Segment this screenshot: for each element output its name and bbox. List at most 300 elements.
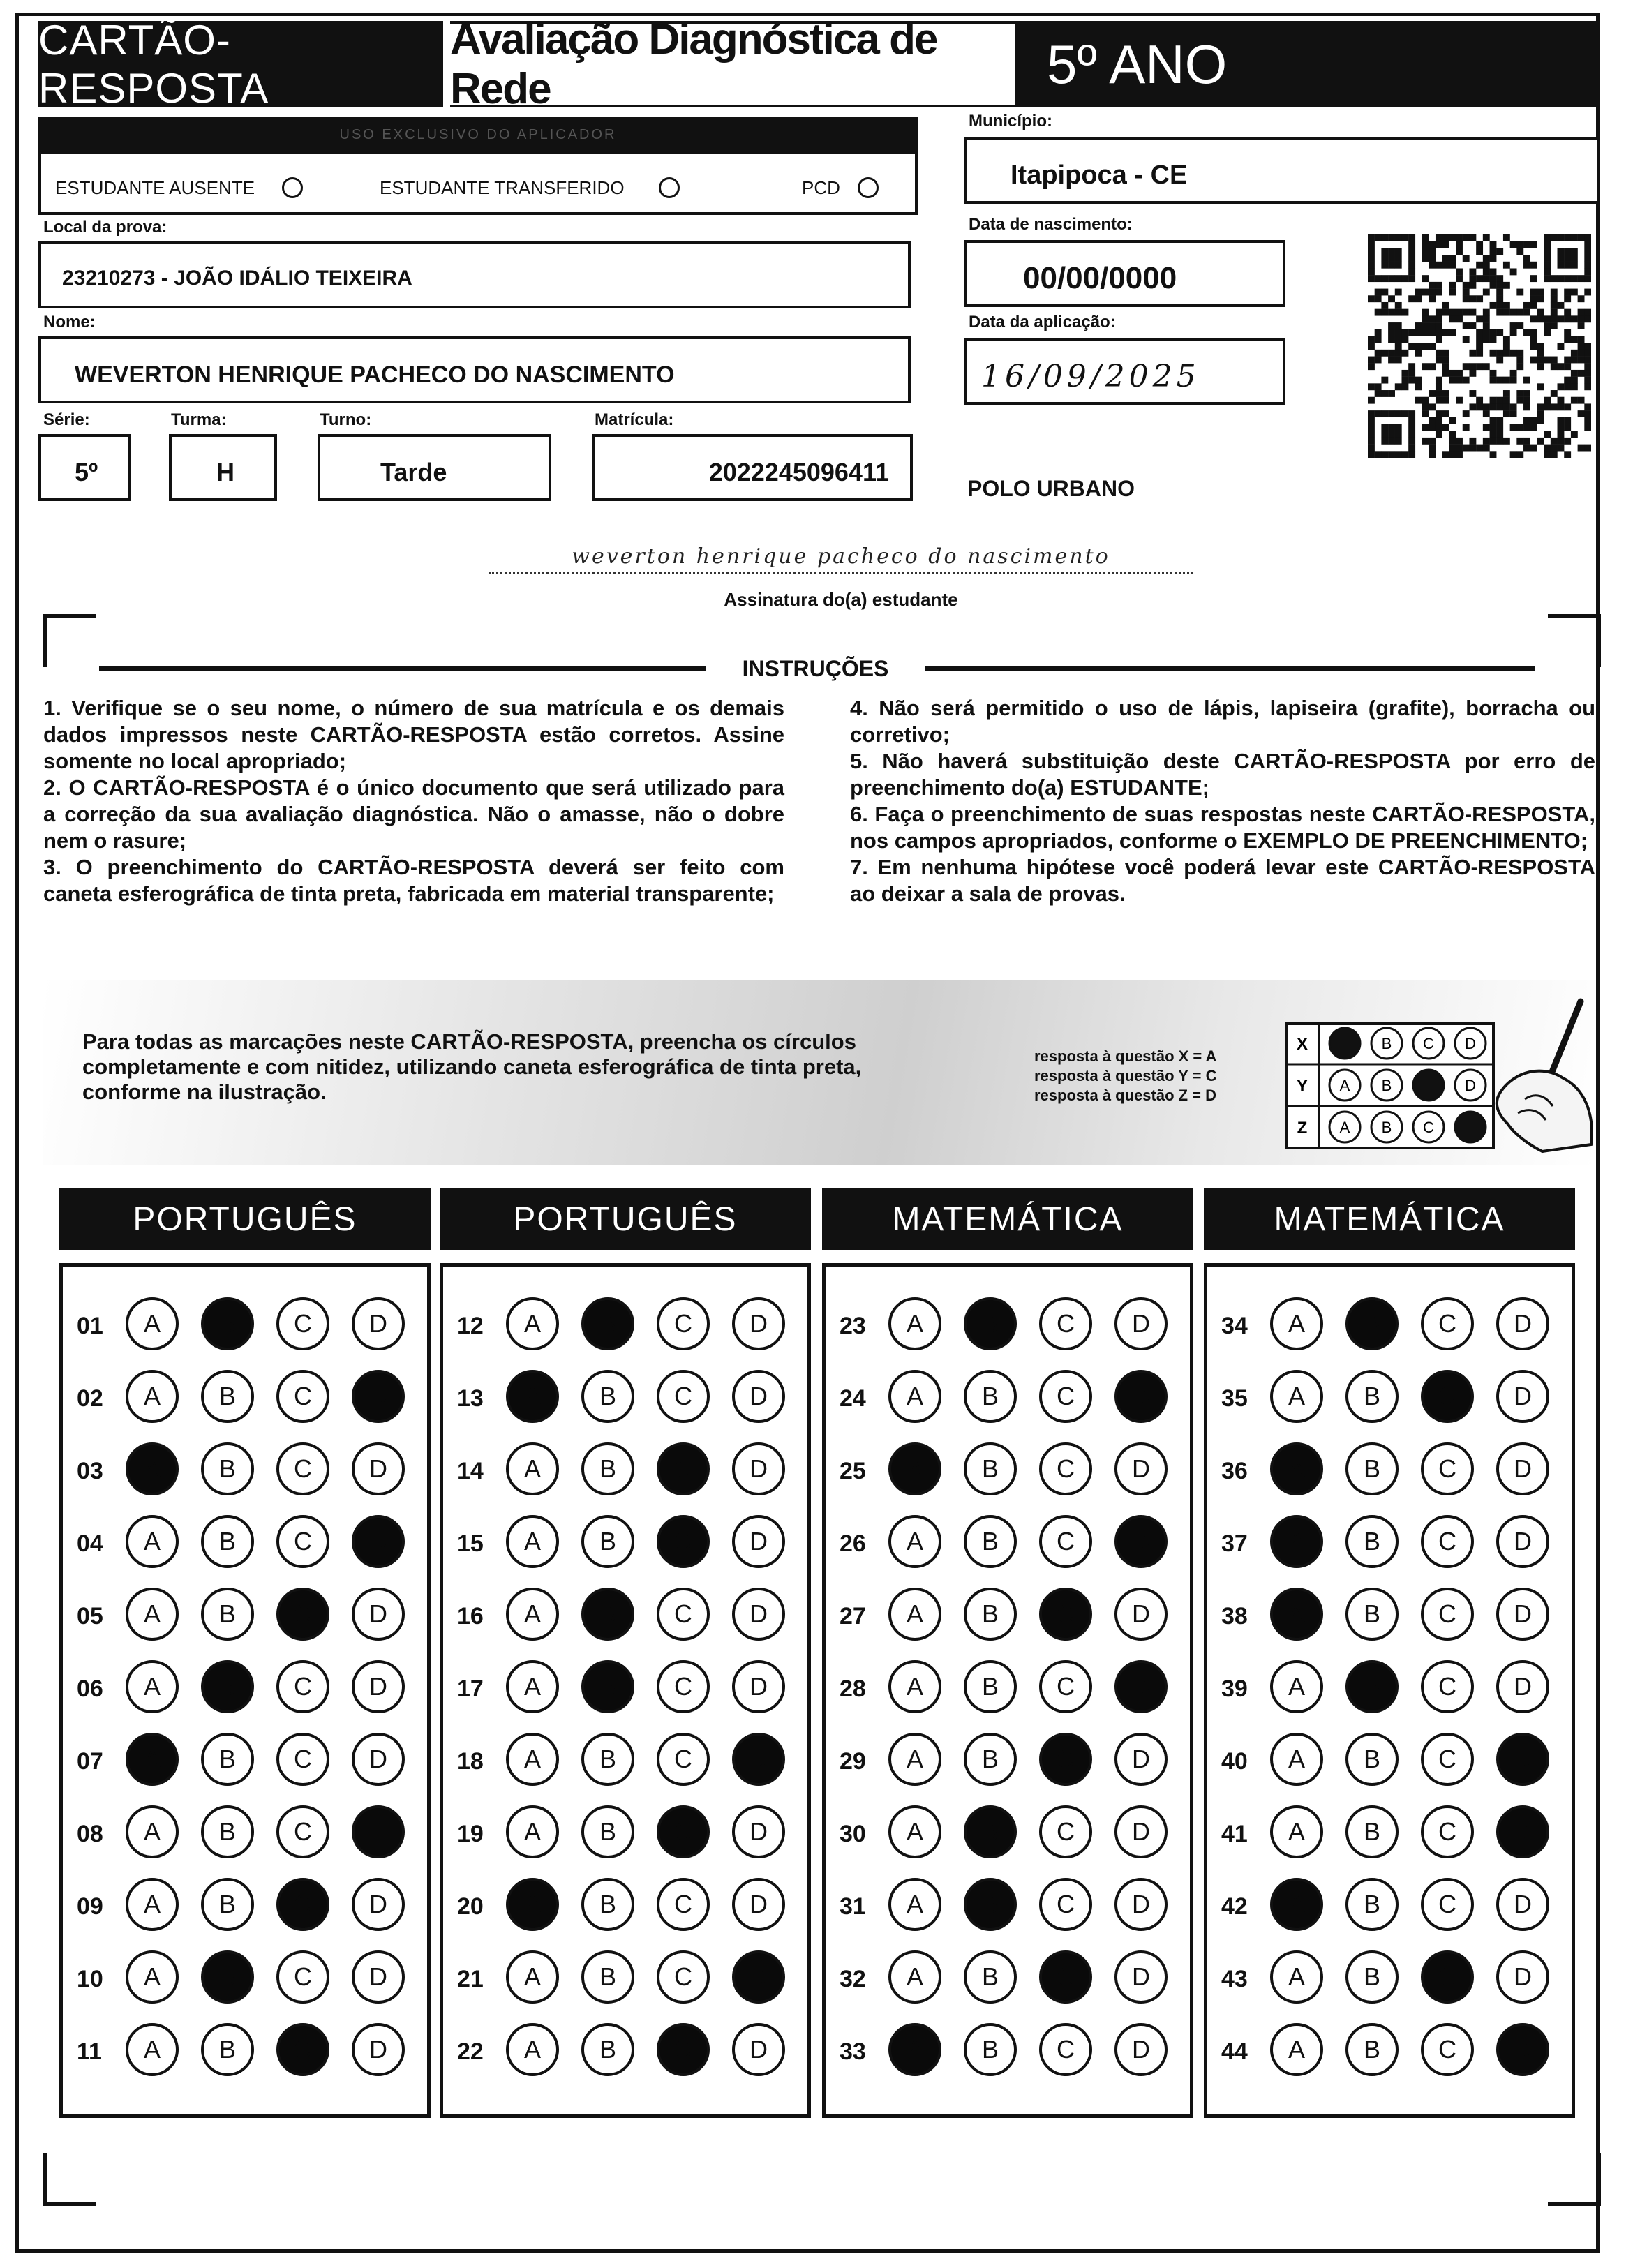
answer-bubble-b[interactable]: B	[964, 1588, 1017, 1641]
answer-bubble-a[interactable]: A	[888, 1878, 941, 1931]
answer-bubble-c[interactable]: C	[657, 1878, 710, 1931]
turma-field[interactable]	[169, 434, 277, 501]
answer-bubble-d[interactable]: D	[352, 1370, 405, 1423]
answer-bubble-b[interactable]: B	[581, 1370, 634, 1423]
answer-bubble-d[interactable]: D	[1114, 1660, 1168, 1713]
answer-bubble-d[interactable]: D	[352, 1297, 405, 1350]
answer-bubble-b[interactable]: B	[581, 2023, 634, 2076]
answer-bubble-d[interactable]: D	[732, 1515, 785, 1568]
answer-bubble-d[interactable]: D	[352, 1733, 405, 1786]
nome-label: Nome:	[43, 313, 96, 331]
answer-bubble-d[interactable]: D	[1496, 1370, 1549, 1423]
question-number: 44	[1221, 2038, 1248, 2065]
answer-bubble-c[interactable]: C	[1039, 1515, 1092, 1568]
question-row	[1207, 2019, 1572, 2082]
answer-bubble-d[interactable]: D	[1114, 1370, 1168, 1423]
answer-bubble-a[interactable]: A	[506, 1878, 559, 1931]
answer-bubble-b[interactable]: B	[581, 1950, 634, 2004]
question-number: 19	[457, 1821, 484, 1847]
answer-bubble-d[interactable]: D	[1496, 1950, 1549, 2004]
question-row	[1207, 1511, 1572, 1574]
answer-bubble-a[interactable]: A	[506, 1660, 559, 1713]
answer-bubble-c[interactable]: C	[1421, 1297, 1474, 1350]
answer-bubble-a[interactable]: A	[126, 1660, 179, 1713]
question-row	[443, 1801, 807, 1864]
answer-bubble-d[interactable]: D	[352, 1950, 405, 2004]
answer-bubble-b[interactable]: B	[964, 1805, 1017, 1858]
answer-bubble-c[interactable]: C	[276, 1588, 329, 1641]
answer-bubble-b[interactable]: B	[1345, 1515, 1399, 1568]
answer-column	[1204, 1263, 1575, 2118]
answer-bubble-c[interactable]: C	[657, 1442, 710, 1495]
question-row	[1207, 1366, 1572, 1428]
question-row	[443, 1293, 807, 1356]
answer-bubble-b[interactable]: B	[581, 1805, 634, 1858]
question-number: 12	[457, 1313, 484, 1339]
answer-bubble-b[interactable]: B	[581, 1660, 634, 1713]
municipio-label: Município:	[969, 112, 1052, 130]
answer-bubble-c[interactable]: C	[1039, 1442, 1092, 1495]
answer-bubble-a[interactable]: A	[888, 1442, 941, 1495]
question-number: 17	[457, 1676, 484, 1702]
answer-bubble-b[interactable]: B	[201, 1950, 254, 2004]
answer-bubble-a[interactable]: A	[506, 1950, 559, 2004]
instructions-right	[850, 695, 1595, 907]
pcd-label: PCD	[802, 177, 840, 198]
answer-bubble-a[interactable]: A	[1270, 1297, 1323, 1350]
question-number: 20	[457, 1893, 484, 1920]
question-number: 11	[77, 2038, 102, 2065]
answer-bubble-c[interactable]: C	[276, 1733, 329, 1786]
question-row	[826, 1293, 1190, 1356]
answer-bubble-a[interactable]: A	[506, 1370, 559, 1423]
answer-bubble-d[interactable]: D	[1114, 1805, 1168, 1858]
corner-top-left	[43, 614, 96, 667]
question-number: 06	[77, 1676, 103, 1702]
answer-bubble-c[interactable]: C	[276, 1297, 329, 1350]
answer-bubble-b[interactable]: B	[581, 1515, 634, 1568]
answer-bubble-c[interactable]: C	[657, 1370, 710, 1423]
answer-bubble-c[interactable]: C	[1039, 1660, 1092, 1713]
answer-bubble-d[interactable]: D	[1496, 1297, 1549, 1350]
instruction-item: 1. Verifique se o seu nome, o número de sua matrícula e os demais dados impressos neste CARTÃO-RESPOSTA estão corretos. Assine somente no local apropriado;	[43, 696, 784, 773]
question-number: 41	[1221, 1821, 1248, 1847]
answer-bubble-a[interactable]: A	[1270, 1878, 1323, 1931]
example-text: Para todas as marcações neste CARTÃO-RESPOSTA, preencha os círculos completamente e com nitidez, utilizando caneta esferográfica de tinta preta, conforme na ilustração.	[82, 1029, 862, 1104]
answer-bubble-c[interactable]: C	[1039, 1805, 1092, 1858]
question-row	[63, 1801, 427, 1864]
applicator-bar	[38, 117, 918, 152]
answer-bubble-b[interactable]: B	[1345, 1878, 1399, 1931]
answer-bubble-c[interactable]: C	[1039, 1588, 1092, 1641]
answer-bubble-d[interactable]: D	[1114, 1442, 1168, 1495]
question-row	[826, 1366, 1190, 1428]
answer-bubble-d[interactable]: D	[352, 2023, 405, 2076]
turma-value: H	[216, 458, 234, 486]
answer-bubble-a[interactable]: A	[126, 2023, 179, 2076]
answer-bubble-c[interactable]: C	[1421, 1660, 1474, 1713]
answer-bubble-d[interactable]: D	[732, 1805, 785, 1858]
example-row-label: Z	[1297, 1119, 1308, 1137]
answer-bubble-a[interactable]: A	[1270, 1805, 1323, 1858]
instructions-title: INSTRUÇÕES	[742, 656, 889, 681]
legend-y: resposta à questão Y = C	[1034, 1067, 1217, 1084]
question-number: 01	[77, 1313, 103, 1339]
answer-bubble-a[interactable]: A	[1270, 1588, 1323, 1641]
answer-bubble-a[interactable]: A	[888, 2023, 941, 2076]
polo-label: POLO URBANO	[967, 476, 1135, 501]
answer-bubble-d[interactable]: D	[352, 1878, 405, 1931]
question-number: 42	[1221, 1893, 1248, 1920]
question-number: 38	[1221, 1603, 1248, 1629]
answer-bubble-d[interactable]: D	[732, 1733, 785, 1786]
answer-bubble-a[interactable]: A	[1270, 1442, 1323, 1495]
absent-label: ESTUDANTE AUSENTE	[55, 177, 255, 198]
instruction-item: 4. Não será permitido o uso de lápis, lapiseira (grafite), borracha ou corretivo;	[850, 696, 1595, 747]
answer-bubble-a[interactable]: A	[888, 1588, 941, 1641]
applicator-faint-text: USO EXCLUSIVO DO APLICADOR	[339, 126, 617, 142]
answer-bubble-a[interactable]: A	[1270, 1733, 1323, 1786]
answer-bubble-d[interactable]: D	[1114, 1950, 1168, 2004]
answer-bubble-d[interactable]: D	[352, 1588, 405, 1641]
answer-bubble-b[interactable]: B	[1345, 1660, 1399, 1713]
birth-label: Data de nascimento:	[969, 215, 1133, 234]
answer-bubble-d[interactable]: D	[1496, 1733, 1549, 1786]
answer-bubble-c[interactable]: C	[276, 1950, 329, 2004]
question-number: 36	[1221, 1458, 1248, 1484]
question-row	[1207, 1438, 1572, 1501]
answer-bubble-b[interactable]: B	[581, 1442, 634, 1495]
answer-bubble-c[interactable]: C	[276, 1370, 329, 1423]
question-row	[63, 1293, 427, 1356]
answer-bubble-a[interactable]: A	[126, 1588, 179, 1641]
answer-bubble-b[interactable]: B	[201, 1515, 254, 1568]
subject-header: PORTUGUÊS	[59, 1188, 431, 1250]
answer-bubble-c[interactable]: C	[1421, 1515, 1474, 1568]
signature-handwriting: weverton henrique pacheco do nascimento	[572, 544, 1110, 569]
answer-bubble-d[interactable]: D	[732, 1588, 785, 1641]
answer-bubble-d[interactable]: D	[1114, 2023, 1168, 2076]
answer-bubble-a[interactable]: A	[1270, 1950, 1323, 2004]
answer-bubble-c[interactable]: C	[1421, 1733, 1474, 1786]
municipio-field[interactable]	[964, 137, 1600, 204]
answer-bubble-b[interactable]: B	[581, 1733, 634, 1786]
answer-bubble-c[interactable]: C	[1421, 1370, 1474, 1423]
answer-bubble-d[interactable]: D	[352, 1660, 405, 1713]
answer-bubble-c[interactable]: C	[1039, 1733, 1092, 1786]
question-row	[443, 1656, 807, 1719]
answer-bubble-b[interactable]: B	[581, 1878, 634, 1931]
answer-bubble-a[interactable]: A	[888, 1660, 941, 1713]
answer-bubble-b[interactable]: B	[1345, 1370, 1399, 1423]
question-number: 25	[840, 1458, 866, 1484]
answer-bubble-b[interactable]: B	[1345, 1588, 1399, 1641]
nome-field[interactable]	[38, 336, 911, 403]
answer-bubble-a[interactable]: A	[506, 2023, 559, 2076]
answer-bubble-d[interactable]: D	[1114, 1733, 1168, 1786]
question-row	[63, 1438, 427, 1501]
question-row	[826, 1438, 1190, 1501]
answer-bubble-b[interactable]: B	[1345, 1297, 1399, 1350]
example-bubble-letter: B	[1381, 1035, 1392, 1052]
answer-bubble-d[interactable]: D	[1496, 1588, 1549, 1641]
answer-bubble-a[interactable]: A	[888, 1515, 941, 1568]
instruction-item: 7. Em nenhuma hipótese você poderá levar este CARTÃO-RESPOSTA ao deixar a sala de provas.	[850, 855, 1595, 906]
answer-bubble-a[interactable]: A	[126, 1805, 179, 1858]
answer-bubble-c[interactable]: C	[1039, 2023, 1092, 2076]
answer-bubble-b[interactable]: B	[964, 1442, 1017, 1495]
answer-bubble-b[interactable]: B	[964, 1733, 1017, 1786]
answer-bubble-b[interactable]: B	[964, 1878, 1017, 1931]
answer-bubble-c[interactable]: C	[657, 1297, 710, 1350]
answer-bubble-c[interactable]: C	[1421, 1950, 1474, 2004]
signature-caption: Assinatura do(a) estudante	[724, 589, 958, 610]
pcd-bubble[interactable]	[858, 177, 879, 198]
answer-bubble-d[interactable]: D	[352, 1805, 405, 1858]
example-bubble-letter: D	[1465, 1077, 1476, 1094]
answer-bubble-c[interactable]: C	[276, 1878, 329, 1931]
answer-bubble-b[interactable]: B	[201, 1442, 254, 1495]
question-row	[826, 1801, 1190, 1864]
answer-bubble-c[interactable]: C	[1421, 1588, 1474, 1641]
answer-bubble-b[interactable]: B	[964, 2023, 1017, 2076]
aplicacao-field[interactable]	[964, 338, 1285, 405]
answer-bubble-b[interactable]: B	[201, 1297, 254, 1350]
corner-bottom-left	[43, 2153, 96, 2206]
matricula-field[interactable]	[592, 434, 913, 501]
question-row	[443, 1874, 807, 1937]
answer-bubble-c[interactable]: C	[1039, 1950, 1092, 2004]
answer-bubble-c[interactable]: C	[1421, 1878, 1474, 1931]
answer-bubble-d[interactable]: D	[732, 2023, 785, 2076]
answer-bubble-d[interactable]: D	[352, 1515, 405, 1568]
answer-bubble-d[interactable]: D	[732, 1442, 785, 1495]
question-number: 02	[77, 1385, 103, 1412]
qr-code-icon	[1368, 234, 1591, 458]
question-row	[63, 1583, 427, 1646]
local-value: 23210273 - JOÃO IDÁLIO TEIXEIRA	[62, 267, 412, 290]
answer-bubble-a[interactable]: A	[1270, 1515, 1323, 1568]
answer-bubble-a[interactable]: A	[126, 1442, 179, 1495]
example-bubble-letter: A	[1339, 1119, 1350, 1136]
answer-bubble-a[interactable]: A	[888, 1733, 941, 1786]
answer-bubble-b[interactable]: B	[201, 1878, 254, 1931]
aplicacao-label: Data da aplicação:	[969, 313, 1116, 331]
answer-bubble-d[interactable]: D	[1114, 1515, 1168, 1568]
instruction-item: 3. O preenchimento do CARTÃO-RESPOSTA deverá ser feito com caneta esferográfica de tinta preta, fabricada em material transparente;	[43, 855, 784, 906]
absent-bubble[interactable]	[282, 177, 303, 198]
answer-bubble-d[interactable]: D	[1114, 1297, 1168, 1350]
question-number: 05	[77, 1603, 103, 1629]
answer-bubble-b[interactable]: B	[1345, 2023, 1399, 2076]
answer-bubble-b[interactable]: B	[1345, 1950, 1399, 2004]
birth-value: 00/00/0000	[1023, 261, 1177, 295]
answer-bubble-a[interactable]: A	[506, 1588, 559, 1641]
answer-bubble-c[interactable]: C	[276, 1442, 329, 1495]
answer-bubble-a[interactable]: A	[506, 1442, 559, 1495]
answer-bubble-a[interactable]: A	[1270, 2023, 1323, 2076]
question-row	[826, 1729, 1190, 1791]
card-label-box	[38, 17, 443, 112]
question-row	[1207, 1729, 1572, 1791]
answer-bubble-d[interactable]: D	[732, 1370, 785, 1423]
turno-value: Tarde	[380, 458, 447, 486]
answer-bubble-d[interactable]: D	[1496, 1805, 1549, 1858]
answer-bubble-c[interactable]: C	[657, 2023, 710, 2076]
answer-bubble-b[interactable]: B	[581, 1297, 634, 1350]
signature-line	[489, 572, 1193, 574]
question-number: 37	[1221, 1530, 1248, 1557]
answer-bubble-d[interactable]: D	[732, 1297, 785, 1350]
answer-bubble-c[interactable]: C	[657, 1733, 710, 1786]
question-number: 07	[77, 1748, 103, 1775]
answer-bubble-b[interactable]: B	[201, 1370, 254, 1423]
question-number: 27	[840, 1603, 866, 1629]
answer-bubble-a[interactable]: A	[888, 1805, 941, 1858]
answer-bubble-b[interactable]: B	[1345, 1805, 1399, 1858]
answer-bubble-d[interactable]: D	[1496, 1515, 1549, 1568]
answer-bubble-d[interactable]: D	[1496, 2023, 1549, 2076]
question-row	[63, 2019, 427, 2082]
question-number: 39	[1221, 1676, 1248, 1702]
answer-bubble-b[interactable]: B	[964, 1660, 1017, 1713]
grade-title: 5º ANO	[1047, 33, 1228, 95]
answer-bubble-a[interactable]: A	[126, 1733, 179, 1786]
question-row	[63, 1511, 427, 1574]
question-number: 31	[840, 1893, 866, 1920]
answer-bubble-a[interactable]: A	[888, 1370, 941, 1423]
answer-bubble-d[interactable]: D	[1496, 1442, 1549, 1495]
subject-header: MATEMÁTICA	[822, 1188, 1193, 1250]
question-number: 09	[77, 1893, 103, 1920]
answer-bubble-b[interactable]: B	[201, 1588, 254, 1641]
question-number: 23	[840, 1313, 866, 1339]
answer-bubble-d[interactable]: D	[732, 1878, 785, 1931]
question-number: 32	[840, 1966, 866, 1992]
matricula-label: Matrícula:	[595, 410, 674, 429]
transferred-bubble[interactable]	[659, 177, 680, 198]
question-row	[443, 1729, 807, 1791]
answer-bubble-a[interactable]: A	[1270, 1370, 1323, 1423]
question-row	[1207, 1946, 1572, 2009]
question-row	[63, 1366, 427, 1428]
answer-bubble-d[interactable]: D	[732, 1660, 785, 1713]
answer-bubble-a[interactable]: A	[126, 1297, 179, 1350]
serie-value: 5º	[75, 458, 98, 486]
corner-bottom-right	[1548, 2153, 1601, 2206]
hand-pen-icon	[1459, 994, 1598, 1155]
question-row	[1207, 1293, 1572, 1356]
answer-bubble-a[interactable]: A	[126, 1370, 179, 1423]
answer-bubble-b[interactable]: B	[1345, 1733, 1399, 1786]
answer-bubble-c[interactable]: C	[1421, 1442, 1474, 1495]
answer-bubble-d[interactable]: D	[1496, 1878, 1549, 1931]
question-number: 15	[457, 1530, 484, 1557]
serie-field[interactable]	[38, 434, 131, 501]
answer-bubble-d[interactable]: D	[352, 1442, 405, 1495]
question-row	[63, 1656, 427, 1719]
answer-bubble-c[interactable]: C	[657, 1515, 710, 1568]
answer-bubble-a[interactable]: A	[126, 1878, 179, 1931]
local-field[interactable]	[38, 241, 911, 308]
answer-bubble-b[interactable]: B	[201, 1805, 254, 1858]
answer-bubble-b[interactable]: B	[964, 1950, 1017, 2004]
question-row	[826, 1583, 1190, 1646]
answer-bubble-c[interactable]: C	[276, 2023, 329, 2076]
question-number: 16	[457, 1603, 484, 1629]
birth-field[interactable]	[964, 240, 1285, 307]
answer-bubble-b[interactable]: B	[201, 1660, 254, 1713]
question-number: 28	[840, 1676, 866, 1702]
answer-bubble-b[interactable]: B	[201, 1733, 254, 1786]
answer-bubble-d[interactable]: D	[1114, 1588, 1168, 1641]
answer-bubble-c[interactable]: C	[276, 1515, 329, 1568]
matricula-value: 2022245096411	[708, 458, 889, 486]
answer-bubble-c[interactable]: C	[657, 1950, 710, 2004]
answer-bubble-b[interactable]: B	[964, 1515, 1017, 1568]
question-row	[1207, 1656, 1572, 1719]
answer-bubble-c[interactable]: C	[657, 1805, 710, 1858]
answer-bubble-c[interactable]: C	[657, 1588, 710, 1641]
answer-bubble-d[interactable]: D	[732, 1950, 785, 2004]
answer-bubble-c[interactable]: C	[1421, 2023, 1474, 2076]
answer-bubble-b[interactable]: B	[201, 2023, 254, 2076]
answer-bubble-b[interactable]: B	[964, 1297, 1017, 1350]
answer-bubble-a[interactable]: A	[126, 1950, 179, 2004]
instruction-item: 6. Faça o preenchimento de suas respostas neste CARTÃO-RESPOSTA, nos campos apropriados, conforme o EXEMPLO DE PREENCHIMENTO;	[850, 802, 1595, 853]
answer-bubble-a[interactable]: A	[888, 1297, 941, 1350]
answer-bubble-a[interactable]: A	[888, 1950, 941, 2004]
answer-bubble-b[interactable]: B	[1345, 1442, 1399, 1495]
example-row-label: X	[1296, 1035, 1308, 1054]
turno-field[interactable]	[318, 434, 551, 501]
answer-bubble-a[interactable]: A	[126, 1515, 179, 1568]
answer-bubble-c[interactable]: C	[1039, 1878, 1092, 1931]
example-bubble-letter: B	[1381, 1119, 1392, 1136]
question-row	[1207, 1801, 1572, 1864]
local-label: Local da prova:	[43, 218, 167, 237]
answer-bubble-a[interactable]: A	[506, 1733, 559, 1786]
question-number: 18	[457, 1748, 484, 1775]
serie-label: Série:	[43, 410, 90, 429]
answer-bubble-c[interactable]: C	[276, 1805, 329, 1858]
subject-header: PORTUGUÊS	[440, 1188, 811, 1250]
answer-bubble-a[interactable]: A	[506, 1297, 559, 1350]
answer-bubble-a[interactable]: A	[506, 1515, 559, 1568]
answer-bubble-c[interactable]: C	[657, 1660, 710, 1713]
turno-label: Turno:	[320, 410, 372, 429]
answer-bubble-b[interactable]: B	[581, 1588, 634, 1641]
answer-bubble-d[interactable]: D	[1114, 1878, 1168, 1931]
answer-bubble-a[interactable]: A	[506, 1805, 559, 1858]
answer-bubble-c[interactable]: C	[1039, 1297, 1092, 1350]
answer-bubble-d[interactable]: D	[1496, 1660, 1549, 1713]
question-row	[443, 1438, 807, 1501]
answer-bubble-c[interactable]: C	[1421, 1805, 1474, 1858]
question-number: 34	[1221, 1313, 1248, 1339]
instructions-left	[43, 695, 784, 907]
turma-label: Turma:	[171, 410, 227, 429]
legend-x: resposta à questão X = A	[1034, 1047, 1217, 1065]
question-row	[826, 1656, 1190, 1719]
answer-bubble-b[interactable]: B	[964, 1370, 1017, 1423]
answer-bubble-c[interactable]: C	[1039, 1370, 1092, 1423]
answer-bubble-a[interactable]: A	[1270, 1660, 1323, 1713]
answer-bubble-c[interactable]: C	[276, 1660, 329, 1713]
example-bubble-letter: B	[1381, 1077, 1392, 1094]
status-row	[38, 151, 918, 215]
question-row	[63, 1729, 427, 1791]
